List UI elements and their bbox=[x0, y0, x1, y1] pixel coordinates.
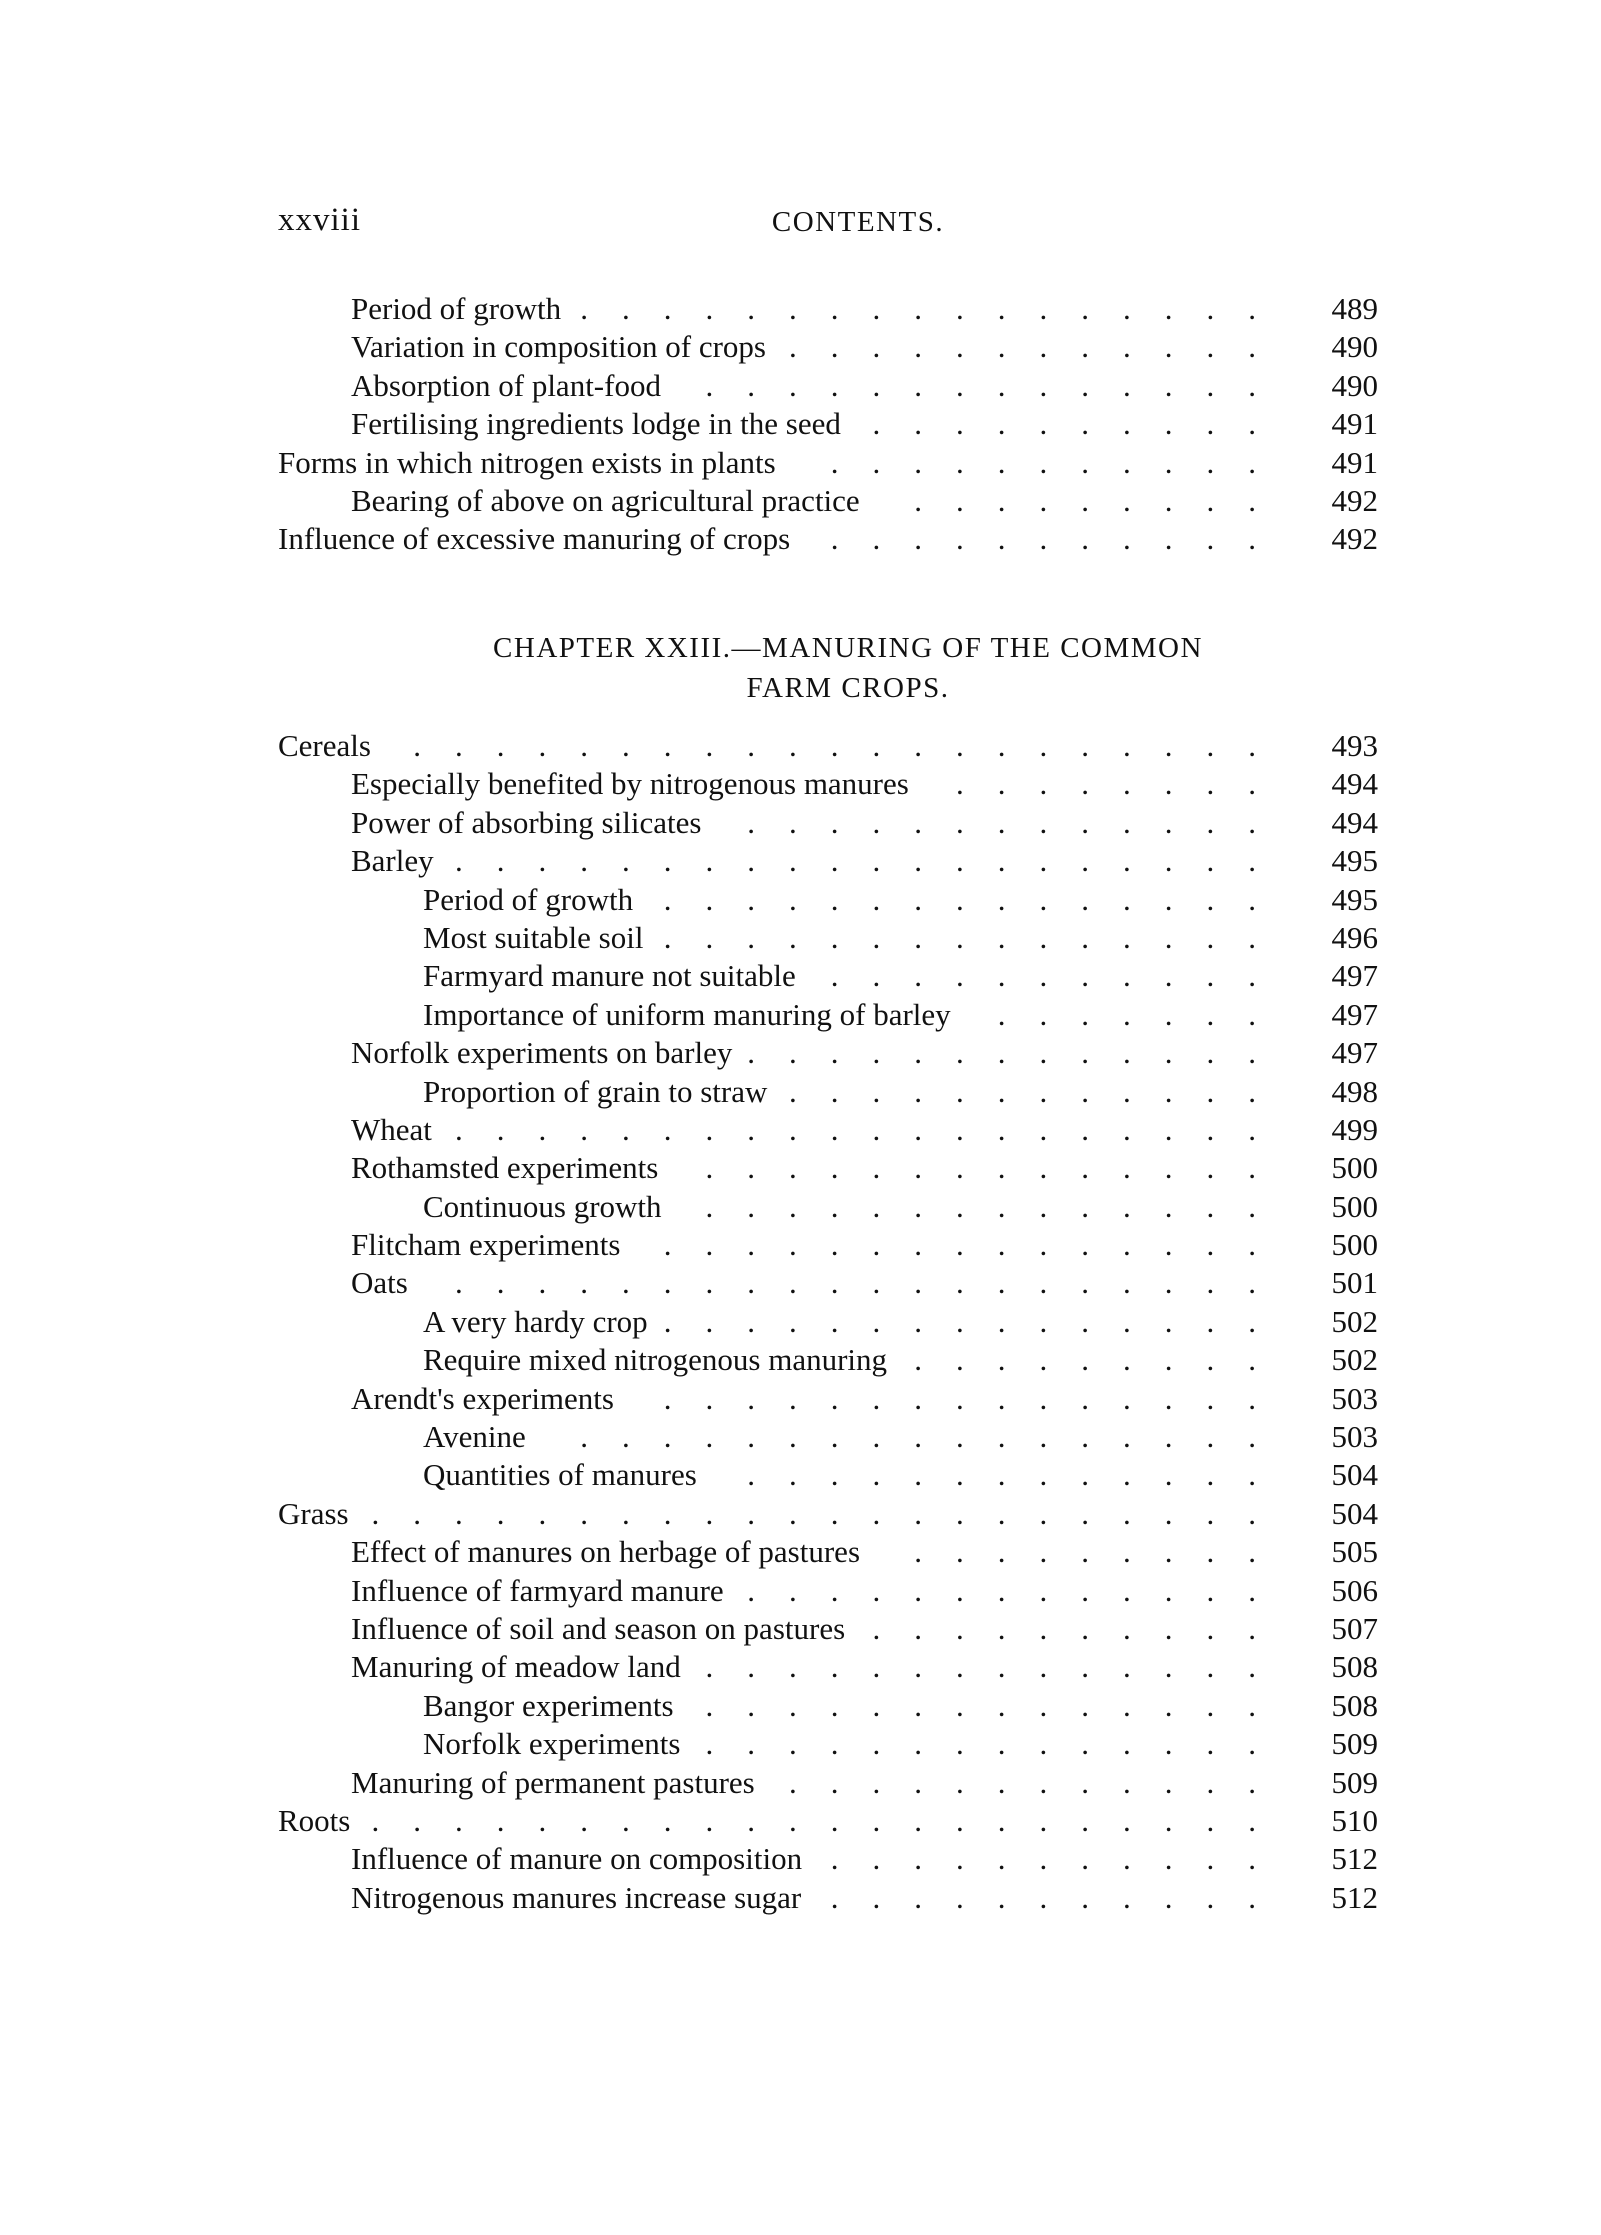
dot-leader: .................... bbox=[455, 1265, 1290, 1301]
toc-entry-label: Roots bbox=[278, 1802, 351, 1838]
dot-leader: ........... bbox=[830, 1841, 1290, 1877]
toc-entry bbox=[278, 367, 1378, 405]
dot-leader: ............. bbox=[747, 1572, 1290, 1608]
toc-entry bbox=[278, 1879, 1378, 1917]
toc-entry-page: 495 bbox=[1331, 843, 1378, 879]
toc-entry-page: 496 bbox=[1331, 919, 1378, 955]
toc-entry-page: 503 bbox=[1331, 1419, 1378, 1455]
toc-entry-page: 492 bbox=[1331, 521, 1378, 557]
toc-entry-label: Manuring of permanent pastures bbox=[351, 1764, 755, 1800]
toc-entry bbox=[278, 1687, 1378, 1725]
toc-entry bbox=[278, 1648, 1378, 1686]
toc-entry bbox=[278, 1073, 1378, 1111]
dot-leader: ....... bbox=[997, 996, 1290, 1032]
toc-entry bbox=[278, 1802, 1378, 1840]
dot-leader: .............. bbox=[705, 367, 1290, 403]
toc-entry-label: Norfolk experiments on barley bbox=[351, 1035, 733, 1071]
dot-leader: ............ bbox=[789, 1073, 1290, 1109]
dot-leader: ............... bbox=[663, 881, 1290, 917]
toc-entry-label: Power of absorbing silicates bbox=[351, 804, 702, 840]
toc-entry bbox=[278, 1610, 1378, 1648]
chapter-heading-line1: CHAPTER XXIII.—MANURING OF THE COMMON bbox=[493, 632, 1203, 664]
toc-entry-page: 490 bbox=[1331, 367, 1378, 403]
toc-entry-label: Continuous growth bbox=[423, 1188, 662, 1224]
toc-entry-label: Period of growth bbox=[351, 291, 562, 326]
toc-entry-label: Flitcham experiments bbox=[351, 1227, 621, 1263]
toc-entry-label: Variation in composition of crops bbox=[351, 329, 766, 365]
toc-entry-page: 500 bbox=[1331, 1227, 1378, 1263]
toc-entry-page: 500 bbox=[1331, 1188, 1378, 1224]
toc-entry-page: 492 bbox=[1331, 482, 1378, 518]
dot-leader: .......... bbox=[872, 406, 1290, 442]
toc-entry bbox=[278, 1188, 1378, 1226]
toc-entry-page: 494 bbox=[1331, 804, 1378, 840]
toc-entry bbox=[278, 804, 1378, 842]
dot-leader: ............... bbox=[663, 1303, 1290, 1339]
toc-entry-page: 500 bbox=[1331, 1150, 1378, 1186]
toc-entry-page: 491 bbox=[1331, 444, 1378, 480]
toc-entry-page: 512 bbox=[1331, 1841, 1378, 1877]
toc-entry bbox=[278, 1572, 1378, 1610]
dot-leader: .............. bbox=[705, 1150, 1290, 1186]
toc-entry-page: 490 bbox=[1331, 329, 1378, 365]
chapter-heading bbox=[278, 628, 1378, 708]
toc-entry-label: Arendt's experiments bbox=[351, 1380, 614, 1416]
toc-entry bbox=[278, 290, 1378, 328]
dot-leader: ..................... bbox=[413, 728, 1290, 763]
toc-entry bbox=[278, 444, 1378, 482]
dot-leader: .......... bbox=[872, 1610, 1290, 1646]
toc-entry-page: 504 bbox=[1331, 1457, 1378, 1493]
toc-entry-label: Influence of excessive manuring of crops bbox=[278, 521, 791, 557]
dot-leader: ............. bbox=[747, 804, 1290, 840]
toc-entry bbox=[278, 1226, 1378, 1264]
toc-entry-page: 499 bbox=[1331, 1111, 1378, 1147]
dot-leader: .................... bbox=[455, 1111, 1290, 1147]
dot-leader: ................. bbox=[580, 1419, 1290, 1455]
toc-entry-label: Forms in which nitrogen exists in plants bbox=[278, 444, 776, 480]
toc-entry-page: 512 bbox=[1331, 1879, 1378, 1915]
toc-entry bbox=[278, 1725, 1378, 1763]
toc-entry-page: 495 bbox=[1331, 881, 1378, 917]
dot-leader: ............... bbox=[663, 1227, 1290, 1263]
dot-leader: ........... bbox=[830, 521, 1290, 557]
toc-entry-label: Rothamsted experiments bbox=[351, 1150, 659, 1186]
dot-leader: .............. bbox=[705, 1726, 1290, 1762]
dot-leader: .............. bbox=[705, 1649, 1290, 1685]
dot-leader: ............. bbox=[747, 1457, 1290, 1493]
toc-entry bbox=[278, 765, 1378, 803]
toc-entry-page: 498 bbox=[1331, 1073, 1378, 1109]
dot-leader: ........... bbox=[830, 958, 1290, 994]
toc-entry-label: Importance of uniform manuring of barley bbox=[423, 996, 951, 1032]
toc-entry-label: Require mixed nitrogenous manuring bbox=[423, 1342, 888, 1378]
toc-entry-label: Proportion of grain to straw bbox=[423, 1073, 768, 1109]
dot-leader: ........ bbox=[956, 766, 1290, 802]
toc-entry-label: Farmyard manure not suitable bbox=[423, 958, 796, 994]
toc-entry bbox=[278, 1303, 1378, 1341]
dot-leader: ...................... bbox=[371, 1495, 1290, 1531]
toc-entry bbox=[278, 1149, 1378, 1187]
toc-entry bbox=[278, 1418, 1378, 1456]
dot-leader: ................. bbox=[580, 291, 1290, 326]
toc-entry-label: Absorption of plant-food bbox=[351, 367, 661, 403]
dot-leader: ............ bbox=[789, 329, 1290, 365]
toc-entry-label: Cereals bbox=[278, 728, 371, 763]
toc-entry bbox=[278, 328, 1378, 366]
toc-entry bbox=[278, 842, 1378, 880]
running-head bbox=[278, 202, 1378, 246]
toc-entry bbox=[278, 957, 1378, 995]
toc-entry bbox=[278, 1380, 1378, 1418]
toc-entry-label: Wheat bbox=[351, 1111, 432, 1147]
toc-entry-label: Avenine bbox=[423, 1419, 526, 1455]
page-number: xxviii bbox=[278, 202, 362, 238]
toc-entry-label: Especially benefited by nitrogenous manures bbox=[351, 766, 909, 802]
toc-entry-label: Barley bbox=[351, 843, 434, 879]
toc-entry-page: 497 bbox=[1331, 1035, 1378, 1071]
toc-entry-page: 503 bbox=[1331, 1380, 1378, 1416]
toc-entry bbox=[278, 1111, 1378, 1149]
dot-leader: ........... bbox=[830, 1879, 1290, 1915]
dot-leader: ............ bbox=[789, 1764, 1290, 1800]
chapter-heading-line2: FARM CROPS. bbox=[746, 672, 950, 704]
toc-entry-page: 510 bbox=[1331, 1802, 1378, 1838]
toc-entry bbox=[278, 996, 1378, 1034]
dot-leader: .............. bbox=[705, 1188, 1290, 1224]
toc-entry-page: 509 bbox=[1331, 1726, 1378, 1762]
toc-chapter-list bbox=[278, 727, 1378, 1917]
toc-entry bbox=[278, 1456, 1378, 1494]
toc-entry-label: Influence of farmyard manure bbox=[351, 1572, 724, 1608]
toc-entry-label: Oats bbox=[351, 1265, 408, 1301]
toc-entry-label: Influence of manure on composition bbox=[351, 1841, 803, 1877]
toc-entry bbox=[278, 919, 1378, 957]
dot-leader: .................... bbox=[455, 843, 1290, 879]
dot-leader: .............. bbox=[705, 1687, 1290, 1723]
dot-leader: ......... bbox=[914, 482, 1290, 518]
toc-entry-label: Influence of soil and season on pastures bbox=[351, 1610, 846, 1646]
toc-entry-page: 502 bbox=[1331, 1342, 1378, 1378]
dot-leader: ............... bbox=[663, 1380, 1290, 1416]
toc-entry-page: 502 bbox=[1331, 1303, 1378, 1339]
toc-entry-page: 501 bbox=[1331, 1265, 1378, 1301]
toc-entry-label: Bangor experiments bbox=[423, 1687, 674, 1723]
toc-entry bbox=[278, 405, 1378, 443]
dot-leader: ...................... bbox=[371, 1802, 1290, 1838]
toc-entry-page: 497 bbox=[1331, 958, 1378, 994]
toc-entry-page: 507 bbox=[1331, 1610, 1378, 1646]
toc-entry-page: 489 bbox=[1331, 291, 1378, 326]
toc-entry-page: 506 bbox=[1331, 1572, 1378, 1608]
toc-entry bbox=[278, 482, 1378, 520]
toc-entry-label: Most suitable soil bbox=[423, 919, 644, 955]
dot-leader: ........... bbox=[830, 444, 1290, 480]
toc-entry-page: 491 bbox=[1331, 406, 1378, 442]
toc-entry-label: Nitrogenous manures increase sugar bbox=[351, 1879, 802, 1915]
toc-entry-label: Period of growth bbox=[423, 881, 634, 917]
toc-entry bbox=[278, 1495, 1378, 1533]
toc-entry bbox=[278, 1264, 1378, 1302]
toc-entry bbox=[278, 1764, 1378, 1802]
toc-entry-page: 505 bbox=[1331, 1534, 1378, 1570]
toc-entry-label: Quantities of manures bbox=[423, 1457, 697, 1493]
toc-entry-page: 504 bbox=[1331, 1495, 1378, 1531]
toc-entry bbox=[278, 881, 1378, 919]
toc-entry-page: 508 bbox=[1331, 1649, 1378, 1685]
dot-leader: ......... bbox=[914, 1534, 1290, 1570]
toc-continued-list bbox=[278, 290, 1378, 559]
toc-entry-page: 493 bbox=[1331, 728, 1378, 763]
dot-leader: ............... bbox=[663, 919, 1290, 955]
dot-leader: ......... bbox=[914, 1342, 1290, 1378]
toc-entry-label: Effect of manures on herbage of pastures bbox=[351, 1534, 861, 1570]
toc-entry bbox=[278, 1533, 1378, 1571]
toc-entry bbox=[278, 727, 1378, 765]
toc-entry bbox=[278, 1840, 1378, 1878]
toc-entry-label: Norfolk experiments bbox=[423, 1726, 681, 1762]
toc-entry-page: 509 bbox=[1331, 1764, 1378, 1800]
toc-entry-page: 497 bbox=[1331, 996, 1378, 1032]
toc-entry-label: Fertilising ingredients lodge in the seed bbox=[351, 406, 841, 442]
toc-entry-label: Bearing of above on agricultural practice bbox=[351, 482, 860, 518]
toc-entry-page: 508 bbox=[1331, 1687, 1378, 1723]
toc-entry-label: Manuring of meadow land bbox=[351, 1649, 681, 1685]
toc-entry-label: Grass bbox=[278, 1495, 349, 1531]
toc-entry bbox=[278, 1034, 1378, 1072]
toc-entry-label: A very hardy crop bbox=[423, 1303, 648, 1339]
dot-leader: ............. bbox=[747, 1035, 1290, 1071]
running-title: CONTENTS. bbox=[771, 206, 945, 238]
toc-entry bbox=[278, 1341, 1378, 1379]
toc-entry bbox=[278, 520, 1378, 558]
toc-entry-page: 494 bbox=[1331, 766, 1378, 802]
